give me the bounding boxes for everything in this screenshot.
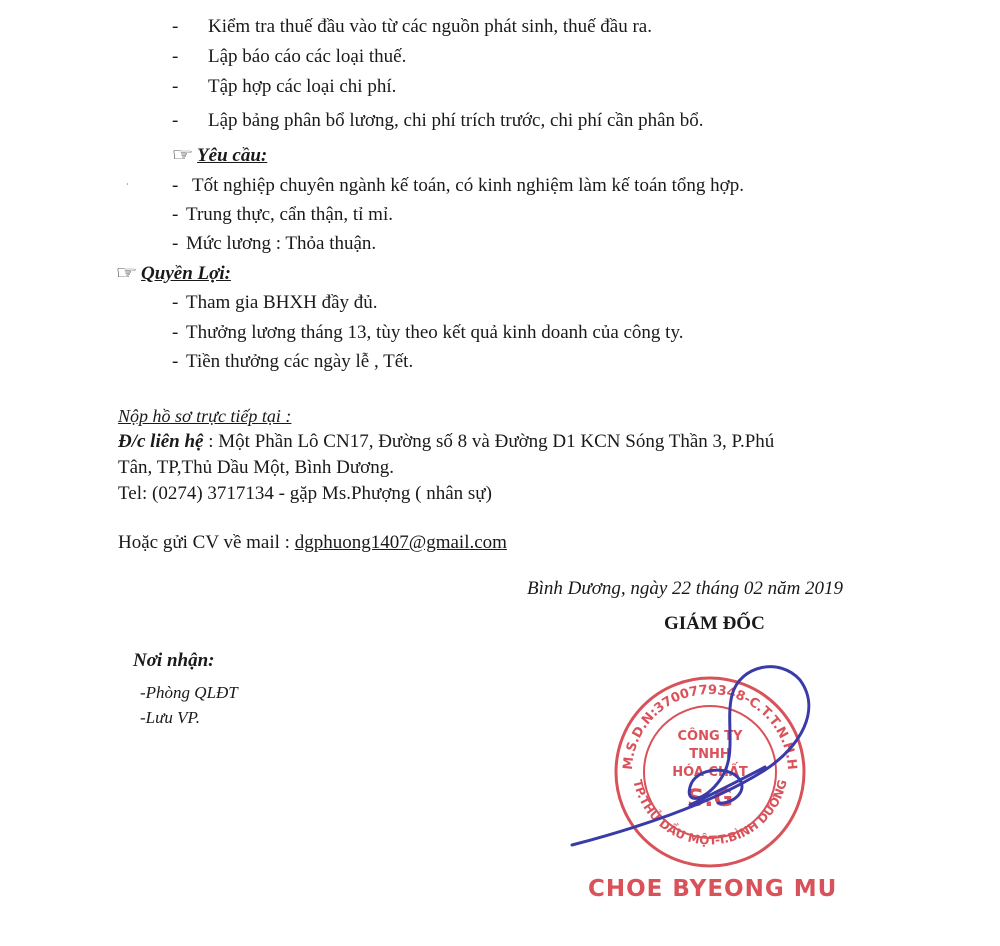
requirement-item: - Mức lương : Thỏa thuận.	[172, 233, 377, 254]
duty-item: - Kiểm tra thuế đầu vào từ các nguồn phát sinh, thuế đầu ra.	[172, 16, 652, 37]
signer-name: CHOE BYEONG MU	[588, 876, 838, 902]
stamp-center-line: HÓA CHẤT	[672, 765, 748, 780]
benefit-text: Tiền thưởng các ngày lễ , Tết.	[186, 351, 414, 372]
stamp-bottom-text: TP.THỦ DẦU MỘT-T.BÌNH DƯƠNG	[630, 778, 790, 848]
duty-text: Lập bảng phân bổ lương, chi phí trích trước, chi phí cần phân bổ.	[208, 110, 704, 131]
director-title: GIÁM ĐỐC	[664, 613, 765, 634]
requirement-text: Trung thực, cẩn thận, tỉ mỉ.	[186, 204, 393, 225]
dot-mark: ·	[126, 180, 129, 189]
tel-line: Tel: (0274) 3717134 - gặp Ms.Phượng ( nhân sự)	[118, 483, 492, 504]
mail-line	[118, 532, 507, 554]
duty-item: - Lập báo cáo các loại thuế.	[172, 46, 407, 67]
duty-text: Kiểm tra thuế đầu vào từ các nguồn phát sinh, thuế đầu ra.	[208, 16, 652, 37]
stamp-center-line: CÔNG TY	[677, 729, 743, 744]
recipient-item: -Lưu VP.	[140, 708, 200, 727]
duty-item: - Tập hợp các loại chi phí.	[172, 76, 397, 97]
benefit-item: - Thưởng lương tháng 13, tùy theo kết quả kinh doanh của công ty.	[172, 322, 684, 343]
handwritten-signature	[560, 655, 830, 865]
pointing-hand-icon: ☞	[171, 145, 194, 166]
submit-heading: Nộp hồ sơ trực tiếp tại :	[118, 406, 292, 426]
pointing-hand-icon: ☞	[115, 263, 138, 284]
stamp-center-line: TNHH	[689, 747, 731, 762]
recipient-item: -Phòng QLĐT	[140, 683, 238, 702]
duty-text: Lập báo cáo các loại thuế.	[208, 46, 407, 67]
requirement-text: Mức lương : Thỏa thuận.	[186, 233, 377, 254]
recipients-heading: Nơi nhận:	[133, 650, 215, 671]
address-line	[118, 431, 774, 453]
mail-prefix: Hoặc gửi CV về mail :	[118, 532, 290, 553]
benefit-text: Thưởng lương tháng 13, tùy theo kết quả kinh doanh của công ty.	[186, 322, 684, 343]
duty-item: - Lập bảng phân bổ lương, chi phí trích trước, chi phí cần phân bổ.	[172, 110, 704, 131]
email-link[interactable]: dgphuong1407@gmail.com	[294, 532, 507, 553]
place-date: Bình Dương, ngày 22 tháng 02 năm 2019	[527, 578, 844, 599]
stamp-ring-text: M.S.D.N:3700779348-C.T.T.N.H.H	[620, 682, 800, 771]
duty-text: Tập hợp các loại chi phí.	[208, 76, 397, 97]
stamp-center-mark: S.G	[686, 784, 734, 812]
requirements-heading	[171, 144, 268, 167]
address-label: Đ/c liên hệ	[118, 431, 204, 452]
requirement-item: - Tốt nghiệp chuyên ngành kế toán, có kinh nghiệm làm kế toán tổng hợp.	[172, 175, 744, 196]
requirement-item: - Trung thực, cẩn thận, tỉ mỉ.	[172, 204, 393, 225]
benefit-item: - Tham gia BHXH đầy đủ.	[172, 292, 378, 313]
address-text: : Một Phần Lô CN17, Đường số 8 và Đường D1 KCN Sóng Thần 3, P.Phú	[208, 431, 775, 452]
benefit-item: - Tiền thưởng các ngày lễ , Tết.	[172, 351, 414, 372]
benefits-heading	[115, 262, 231, 285]
requirements-heading-text: Yêu cầu:	[197, 145, 268, 166]
benefit-text: Tham gia BHXH đầy đủ.	[186, 292, 378, 313]
requirement-text: Tốt nghiệp chuyên ngành kế toán, có kinh nghiệm làm kế toán tổng hợp.	[192, 175, 744, 196]
address-line-2: Tân, TP,Thủ Dầu Một, Bình Dương.	[118, 457, 394, 478]
benefits-heading-text: Quyền Lợi:	[141, 263, 231, 284]
